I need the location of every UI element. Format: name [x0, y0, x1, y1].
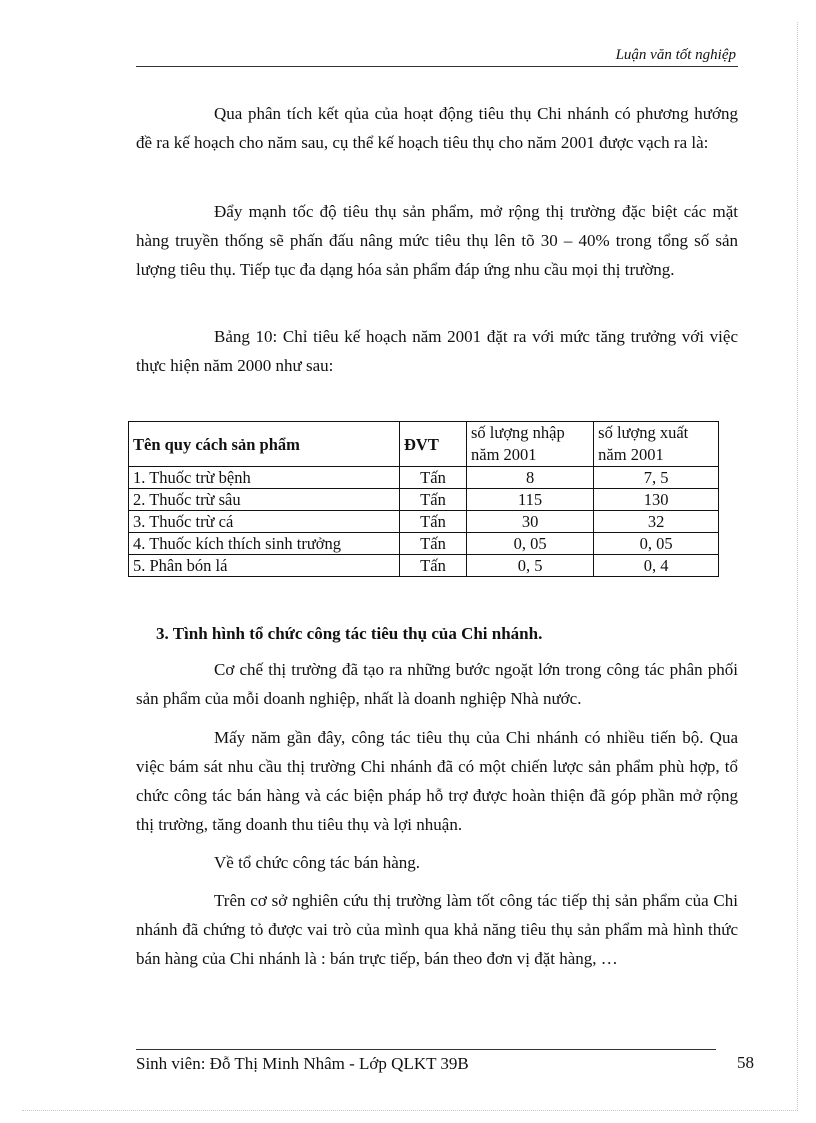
- header-unit: ĐVT: [400, 422, 467, 467]
- paragraph-market-mechanism: Cơ chế thị trường đã tạo ra những bước ngoặt lớn trong công tác phân phối sản phẩm của mỗi doanh nghiệp, nhất là doanh nghiệp Nhà nước.: [136, 660, 738, 708]
- header-rule: [136, 66, 738, 67]
- table-row: [129, 489, 719, 511]
- paragraph-table-caption: Bảng 10: Chỉ tiêu kế hoạch năm 2001 đặt ra với mức tăng trưởng với việc thực hiện năm 2000 như sau:: [136, 327, 738, 375]
- cell-unit: Tấn: [400, 555, 467, 577]
- cell-product-name: 2. Thuốc trừ sâu: [129, 489, 400, 511]
- cell-product-name: 3. Thuốc trừ cá: [129, 511, 400, 533]
- paragraph-plan-goals: Đẩy mạnh tốc độ tiêu thụ sản phẩm, mở rộng thị trường đặc biệt các mặt hàng truyền thống sẽ phấn đấu nâng mức tiêu thụ lên tõ 30 – 40% trong tổng số sản lượng tiêu thụ. Tiếp tục đa dạng hóa sản phẩm đáp ứng nhu cầu mọi thị trường.: [136, 202, 738, 279]
- cell-import-qty: 0, 05: [467, 533, 594, 555]
- paragraph-sales-organization: Về tổ chức công tác bán hàng.: [214, 853, 421, 872]
- cell-export-qty: 130: [594, 489, 719, 511]
- paragraph-plan-intro: Qua phân tích kết qủa của hoạt động tiêu thụ Chi nhánh có phương hướng đề ra kế hoạch cho năm sau, cụ thể kế hoạch tiêu thụ cho năm 2001 được vạch ra là:: [136, 104, 738, 152]
- table-row: [129, 511, 719, 533]
- cell-import-qty: 8: [467, 467, 594, 489]
- cell-unit: Tấn: [400, 467, 467, 489]
- footer-author: Sinh viên: Đỗ Thị Minh Nhâm - Lớp QLKT 39B: [136, 1054, 469, 1073]
- cell-export-qty: 32: [594, 511, 719, 533]
- cell-unit: Tấn: [400, 511, 467, 533]
- cell-unit: Tấn: [400, 489, 467, 511]
- header-title: Luận văn tốt nghiệp: [615, 47, 736, 63]
- cell-product-name: 5. Phân bón lá: [129, 555, 400, 577]
- cell-product-name: 4. Thuốc kích thích sinh trưởng: [129, 533, 400, 555]
- footer-rule: [136, 1049, 716, 1050]
- plan-table: [128, 421, 719, 577]
- cell-export-qty: 0, 05: [594, 533, 719, 555]
- cell-export-qty: 7, 5: [594, 467, 719, 489]
- cell-import-qty: 0, 5: [467, 555, 594, 577]
- cell-product-name: 1. Thuốc trừ bệnh: [129, 467, 400, 489]
- table-row: [129, 555, 719, 577]
- cell-unit: Tấn: [400, 533, 467, 555]
- paragraph-recent-progress: Mấy năm gần đây, công tác tiêu thụ của Chi nhánh có nhiều tiến bộ. Qua việc bám sát nhu cầu thị trường Chi nhánh đã có một chiến lược sản phẩm phù hợp, tổ chức công tác bán hàng và các biện pháp hỗ trợ được hoàn thiện đã góp phần mở rộng thị trường, tăng doanh thu tiêu thụ và lợi nhuận.: [136, 728, 738, 834]
- header-product-name: Tên quy cách sản phẩm: [129, 422, 400, 467]
- header-import-qty: số lượng nhập năm 2001: [467, 422, 594, 467]
- header-export-qty: số lượng xuất năm 2001: [594, 422, 719, 467]
- paragraph-sales-forms: Trên cơ sở nghiên cứu thị trường làm tốt công tác tiếp thị sản phẩm của Chi nhánh đã chứng tỏ được vai trò của mình qua khả năng tiêu thụ sản phẩm mà hình thức bán hàng của Chi nhánh là : bán trực tiếp, bán theo đơn vị đặt hàng, …: [136, 891, 738, 968]
- section-heading: 3. Tình hình tổ chức công tác tiêu thụ của Chi nhánh.: [156, 624, 543, 643]
- table-row: [129, 467, 719, 489]
- cell-import-qty: 30: [467, 511, 594, 533]
- page-number: 58: [737, 1053, 754, 1072]
- table-header-row: [129, 422, 719, 467]
- cell-import-qty: 115: [467, 489, 594, 511]
- table-row: [129, 533, 719, 555]
- cell-export-qty: 0, 4: [594, 555, 719, 577]
